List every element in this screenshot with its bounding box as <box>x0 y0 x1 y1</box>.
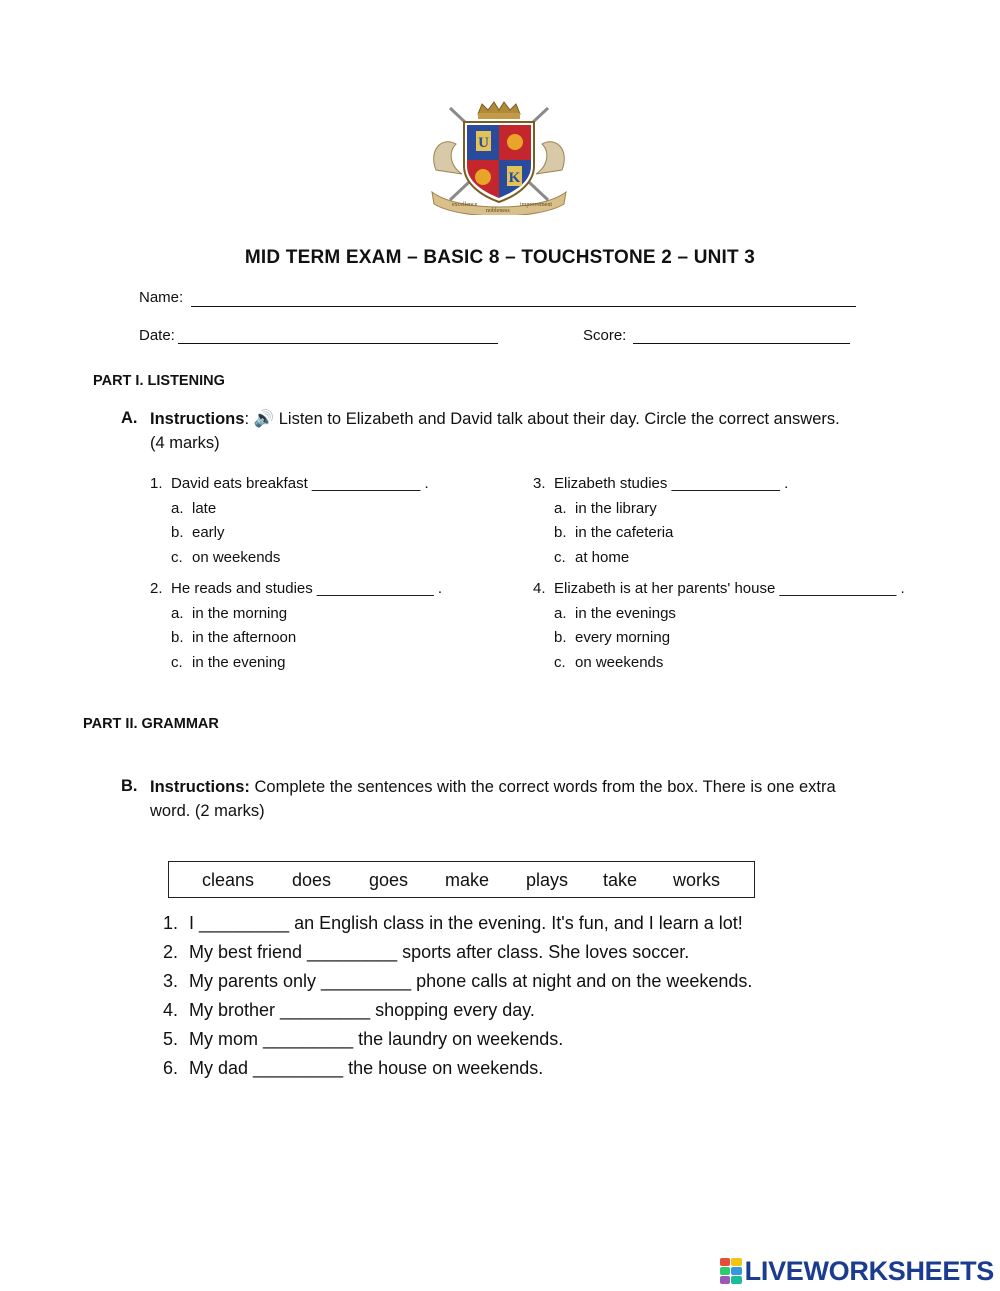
name-label: Name: <box>139 289 184 306</box>
option-letter: c. <box>554 548 566 566</box>
sentence-text: My parents only _________ phone calls at night and on the weekends. <box>189 971 753 991</box>
word-bank-item: goes <box>369 870 409 890</box>
crest-motto-2: nobleness <box>486 208 510 214</box>
listening-question-3 <box>533 472 788 570</box>
sentence-3[interactable] <box>163 967 752 996</box>
option-letter: b. <box>171 629 184 646</box>
option-text: early <box>192 524 225 541</box>
option-a[interactable] <box>533 497 788 522</box>
crest-motto-1: excellence <box>452 202 478 208</box>
option-letter: b. <box>554 524 567 541</box>
question-stem: Elizabeth is at her parents' house ______________ . <box>554 580 905 597</box>
option-b[interactable] <box>533 521 788 546</box>
score-label: Score: <box>583 327 627 344</box>
option-b[interactable] <box>150 521 429 546</box>
sentence-text: My dad _________ the house on weekends. <box>189 1058 544 1078</box>
sentence-number: 5. <box>163 1029 179 1049</box>
sentence-text: I _________ an English class in the evening. It's fun, and I learn a lot! <box>189 913 743 933</box>
option-c[interactable] <box>533 651 905 676</box>
sentence-6[interactable] <box>163 1054 752 1083</box>
listening-question-1 <box>150 472 429 570</box>
option-c[interactable] <box>150 651 442 676</box>
part1-heading: PART I. LISTENING <box>93 373 225 389</box>
option-text: late <box>192 499 217 517</box>
option-text: in the afternoon <box>192 629 297 646</box>
question-stem: Elizabeth studies _____________ . <box>554 475 789 492</box>
crest-letter-u: U <box>478 135 489 151</box>
school-crest-logo <box>428 100 570 215</box>
grammar-sentences <box>163 909 752 1083</box>
option-letter: b. <box>171 524 184 541</box>
option-a[interactable] <box>533 602 905 627</box>
option-text: at home <box>575 548 630 566</box>
sentence-5[interactable] <box>163 1025 752 1054</box>
option-text: every morning <box>575 629 671 646</box>
name-field[interactable] <box>191 306 856 307</box>
date-label: Date: <box>139 327 175 344</box>
part2-heading: PART II. GRAMMAR <box>83 716 219 732</box>
word-bank-item: does <box>292 870 332 890</box>
word-bank-item: take <box>603 870 638 890</box>
option-letter: c. <box>171 653 183 671</box>
sentence-text: My best friend _________ sports after class. She loves soccer. <box>189 942 690 962</box>
option-letter: b. <box>554 629 567 646</box>
option-text: on weekends <box>192 548 281 566</box>
option-text: in the cafeteria <box>575 524 674 541</box>
question-number: 4. <box>533 580 546 597</box>
question-stem: He reads and studies ______________ . <box>171 580 443 597</box>
option-text: in the evenings <box>575 604 676 622</box>
option-letter: a. <box>171 499 184 517</box>
sentence-2[interactable] <box>163 938 752 967</box>
option-a[interactable] <box>150 602 442 627</box>
option-letter: c. <box>171 548 183 566</box>
part1-instr-text: : 🔊 Listen to Elizabeth and David talk about their day. Circle the correct answers. <box>244 410 840 428</box>
sentence-number: 3. <box>163 971 179 991</box>
sentence-text: My brother _________ shopping every day. <box>189 1000 535 1020</box>
crest-motto-3: improvement <box>520 202 552 208</box>
option-text: in the evening <box>192 653 286 671</box>
option-text: on weekends <box>575 653 664 671</box>
option-letter: a. <box>554 604 567 622</box>
part1-instructions <box>150 407 920 455</box>
sentence-4[interactable] <box>163 996 752 1025</box>
part1-instr-bold: Instructions <box>150 410 245 428</box>
part2-instructions <box>150 775 920 823</box>
option-c[interactable] <box>150 546 429 571</box>
word-bank-item: make <box>445 870 490 890</box>
part1-instr-marks: (4 marks) <box>150 434 220 452</box>
option-b[interactable] <box>150 626 442 651</box>
part1-letter: A. <box>121 409 138 427</box>
option-text: in the morning <box>192 604 288 622</box>
sentence-1[interactable] <box>163 909 752 938</box>
option-b[interactable] <box>533 626 905 651</box>
liveworksheets-icon <box>720 1258 742 1284</box>
sentence-number: 2. <box>163 942 179 962</box>
liveworksheets-logo <box>720 1253 994 1289</box>
sentence-text: My mom _________ the laundry on weekends. <box>189 1029 564 1049</box>
question-number: 1. <box>150 475 163 492</box>
score-field[interactable] <box>633 343 850 344</box>
sentence-number: 1. <box>163 913 179 933</box>
word-bank-box <box>168 861 755 898</box>
part2-instr-bold: Instructions: <box>150 778 250 796</box>
question-stem: David eats breakfast _____________ . <box>171 475 429 492</box>
word-bank-item: cleans <box>202 870 255 890</box>
crest-letter-k: K <box>508 170 521 186</box>
option-letter: a. <box>554 499 567 517</box>
sentence-number: 4. <box>163 1000 179 1020</box>
listening-question-2 <box>150 577 442 675</box>
word-bank-item: plays <box>526 870 569 890</box>
part2-letter: B. <box>121 777 138 795</box>
option-c[interactable] <box>533 546 788 571</box>
sentence-number: 6. <box>163 1058 179 1078</box>
part2-instr-text: Complete the sentences with the correct words from the box. There is one extra <box>249 778 836 796</box>
option-a[interactable] <box>150 497 429 522</box>
option-letter: a. <box>171 604 184 622</box>
date-field[interactable] <box>178 343 498 344</box>
liveworksheets-wordmark: LIVEWORKSHEETS <box>744 1255 994 1286</box>
question-number: 3. <box>533 475 546 492</box>
question-number: 2. <box>150 580 163 597</box>
word-bank-item: works <box>673 870 721 890</box>
option-letter: c. <box>554 653 566 671</box>
exam-title: MID TERM EXAM – BASIC 8 – TOUCHSTONE 2 – UNIT 3 <box>244 247 756 268</box>
listening-question-4 <box>533 577 905 675</box>
part2-instr-marks: word. (2 marks) <box>150 802 265 820</box>
option-text: in the library <box>575 499 657 517</box>
